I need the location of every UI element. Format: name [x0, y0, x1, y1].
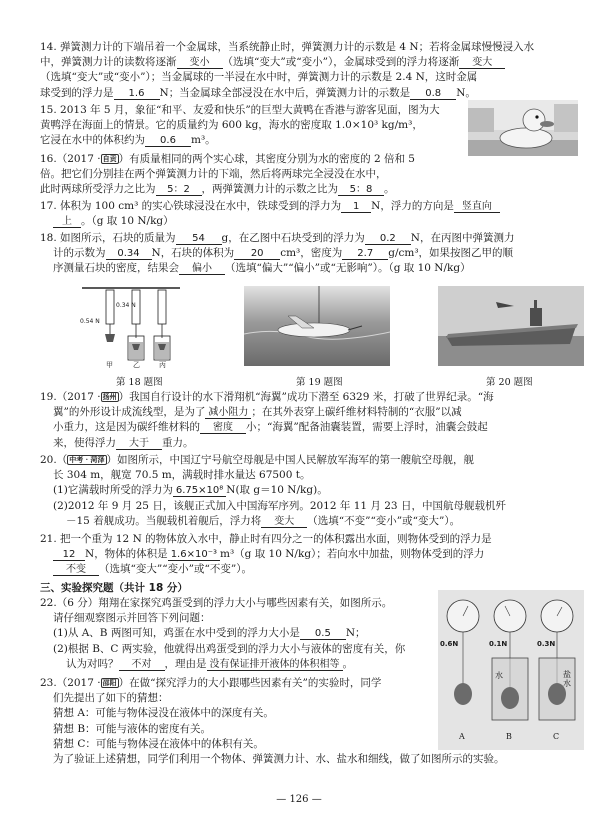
underwater-glider-photo [244, 286, 390, 366]
answer-blank: 不变 [53, 564, 99, 576]
scale-reading: 0.3N [537, 640, 556, 648]
question-15: 15. 2013 年 5 月，象征“和平、友爱和快乐”的巨型大黄鸭在香港与游客见面，图为大 黄鸭浮在海面上的情景。它的质量约为 600 kg，海水的密度取 1.0×10³ kg/m³， 它浸在水中的体积约为 0.6 m³。 [40, 104, 440, 147]
answer-blank: 0.2 [365, 233, 411, 245]
answer-blank: 竖直向 [454, 201, 500, 213]
scale-reading: 0.1N [489, 640, 508, 648]
source-tag: 中考 · 菏泽 [69, 455, 105, 464]
aircraft-carrier-photo [438, 286, 584, 366]
answer-blank: 6.75×10⁸ [173, 485, 226, 497]
question-22: 22.（6 分）翔翔在家探究鸡蛋受到的浮力大小与哪些因素有关，如图所示。 请仔细观察图示并回答下列问题： (1)从 A、B 两图可知，鸡蛋在水中受到的浮力大小是 0.5 N； (2)根据 B、C 两实验，他就得出鸡蛋受到的浮力大小与液体的密度有关，你 认为对吗？ 不对 ，理由是 没有保证排开液体的体积相等 。 [40, 597, 406, 670]
answer-blank: 0.6 [145, 135, 191, 147]
spring-scale-figure [76, 280, 186, 370]
source-tag: 扬州 [102, 392, 117, 401]
scale-reading: 0.6N [440, 640, 459, 648]
question-14 [40, 40, 580, 101]
page-number: — 126 — [276, 794, 322, 805]
answer-blank: 上 [53, 216, 81, 228]
answer-blank: 偏小 [179, 263, 225, 275]
answer-blank: 密度 [200, 422, 246, 434]
answer-blank: 变大 [261, 516, 307, 528]
rubber-duck-photo [468, 100, 578, 156]
section-heading: 三、实验探究题（共计 18 分） [40, 582, 188, 594]
scale-reading: 0.34 N [116, 302, 136, 309]
figure-caption: 第 19 题图 [296, 377, 343, 388]
q14-line2: 中，弹簧测力计的读数将逐渐 变小 （选填“变大”或“变小”），金属球受到的浮力将逐渐 变大 [40, 55, 580, 70]
figure-label: 甲 [106, 361, 113, 369]
liquid-label: 水 [495, 671, 503, 680]
q14-line1: 14. 弹簧测力计的下端吊着一个金属球，当系统静止时，弹簧测力计的示数是 4 N；若将金属球慢慢浸入水 [40, 41, 535, 53]
figure-caption: 第 20 题图 [486, 377, 533, 388]
answer-blank: 1.6×10⁻³ [168, 549, 220, 561]
answer-blank: 没有保证排开液体的体积相等 [207, 659, 343, 671]
answer-blank: 大于 [116, 438, 162, 450]
figure-label: 丙 [159, 361, 166, 369]
answer-blank: 0.5 [300, 628, 346, 640]
q14-line3: （选填“变大”或“变小”）；当金属球的一半浸在水中时，弹簧测力计的示数是 2.4 N，这时金属 [40, 71, 478, 84]
answer-blank: 0.8 [410, 88, 456, 100]
q14-line4: 球受到的浮力是 1.6 N；当金属球全部浸没在水中后，弹簧测力计的示数是 0.8 N。 [40, 86, 476, 99]
answer-blank: 0.34 [106, 248, 152, 260]
answer-blank: 不对 [119, 659, 165, 671]
figure-caption: 第 18 题图 [116, 377, 163, 388]
answer-blank: 变小 [177, 57, 223, 69]
answer-blank: 1.6 [114, 88, 160, 100]
answer-blank: 1 [341, 201, 371, 213]
source-tag: 自贡 [102, 154, 117, 163]
answer-blank: 减小阻力 [205, 407, 251, 419]
question-18: 18. 如图所示，石块的质量为 54 g，在乙图中石块受到的浮力为 0.2 N，在丙图中弹簧测力 计的示数为 0.34 N，石块的体积为 20 cm³，密度为 2.7 g/cm³，如果按图乙甲的顺 序测量石块的密度，结果会 偏小 （选填“偏大”“偏小”或“无影响”）。（g 取 10 N/kg） [40, 232, 515, 275]
answer-blank: 5：8 [338, 184, 384, 196]
scale-reading: 0.54 N [80, 318, 100, 325]
question-20: 20.（ 中考 · 菏泽 ）如图所示，中国辽宁号航空母舰是中国人民解放军海军的第一艘航空母舰，舰 长 304 m，舰宽 70.5 m，满载时排水量达 67500 t。 (1)它满载时所受的浮力为 6.75×10⁸ N(取 g＝10 N/kg)。 (2)2012 年 9 月 25 日，该舰正式加入中国海军序列。2012 年 11 月 23 日，中国航母舰载机歼 －15 着舰成功。当舰载机着舰后，浮力将 变大 （选填“不变”“变小”或“变大”）。 [40, 454, 506, 527]
question-17: 17. 体积为 100 cm³ 的实心铁球浸没在水中，铁球受到的浮力为 1 N，浮力的方向是 竖直向 上 。（g 取 10 N/kg） [40, 199, 580, 229]
answer-blank: 54 [176, 233, 222, 245]
question-19: 19.（2017 · 扬州 ）我国自行设计的水下滑翔机“海翼”成功下潜至 6329 米，打破了世界纪录。“海 翼”的外形设计成流线型，是为了 减小阻力 ；在其外表穿上碳纤维材料特制的“衣服”以减 小重力，这是因为碳纤维材料的 密度 小；“海翼”配备油囊装置，需要上浮时，油囊会鼓起 来，使得浮力 大于 重力。 [40, 391, 494, 449]
source-tag: 邵阳 [102, 678, 117, 687]
egg-buoyancy-figure [438, 590, 584, 750]
question-23: 23.（2017 · 邵阳 ）在做“探究浮力的大小跟哪些因素有关”的实验时，同学 们先提出了如下的猜想： 猜想 A：可能与物体浸没在液体中的深度有关。 猜想 B：可能与液体的密度有关。 猜想 C：可能与物体浸在液体中的体积有关。 [40, 677, 382, 750]
question-23-continued: 为了验证上述猜想，同学们利用一个物体、弹簧测力计、水、盐水和细线，做了如图所示的实验。 [53, 753, 505, 765]
answer-blank: 变大 [459, 57, 505, 69]
figure-label: 乙 [133, 361, 140, 369]
liquid-label: 盐水 [563, 670, 571, 688]
figure-label: A [459, 732, 465, 741]
question-21: 21. 把一个重为 12 N 的物体放入水中，静止时有四分之一的体积露出水面，则物体受到的浮力是 12 N，物体的体积是 1.6×10⁻³ m³（g 取 10 N/kg）；若向水中加盐，则物体受到的浮力 不变 （选填“变大”“变小”或“不变”）。 [40, 533, 492, 576]
answer-blank: 2.7 [342, 248, 388, 260]
answer-blank: 5：2 [156, 184, 202, 196]
question-16: 16.（2017 · 自贡 ）有质量相同的两个实心球，其密度分别为水的密度的 2 倍和 5 倍。把它们分别挂在两个弹簧测力计的下端，然后将两球完全浸没在水中， 此时两球所受浮力之比为 5：2 ，两弹簧测力计的示数之比为 5：8 。 [40, 153, 415, 196]
answer-blank: 20 [234, 248, 280, 260]
figure-label: B [506, 732, 512, 741]
answer-blank: 12 [53, 549, 85, 561]
figure-label: C [553, 732, 560, 741]
